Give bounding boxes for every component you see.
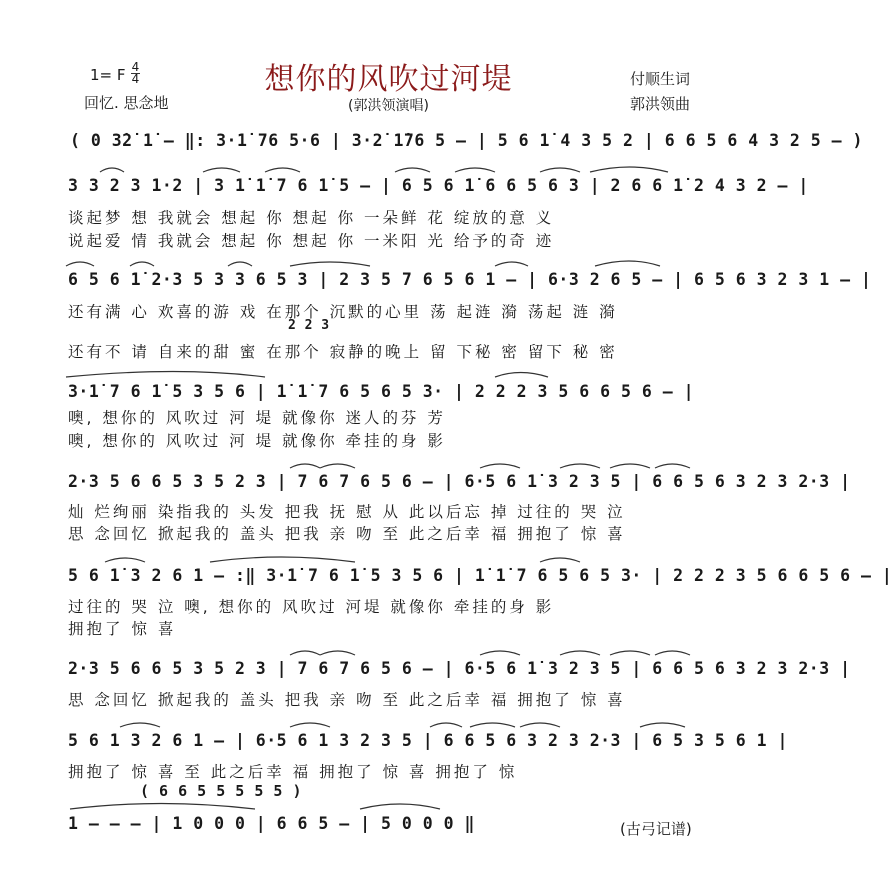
lyric-line-4a: 灿 烂绚丽 染指我的 头发 把我 抚 慰 从 此以后忘 掉 过往的 哭 泣 — [68, 503, 626, 521]
notation-line-7: 5 6 1 3 2 6 1 – | 6·5 6 1 3 2 3 5 | 6 6 5 6 3 2 3 2·3 | 6 5 3 5 6 1 | — [68, 731, 788, 750]
key-signature: 1= F — [90, 66, 126, 84]
lyric-line-7a: 拥抱了 惊 喜 至 此之后幸 福 拥抱了 惊 喜 拥抱了 惊 — [68, 763, 518, 781]
lyric-line-6a: 思 念回忆 掀起我的 盖头 把我 亲 吻 至 此之后幸 福 拥抱了 惊 喜 — [68, 691, 626, 709]
lyric-line-3b: 噢, 想你的 风吹过 河 堤 就像你 牵挂的身 影 — [68, 432, 446, 450]
lyric-line-5b: 拥抱了 惊 喜 — [68, 620, 177, 638]
lyric-line-1a: 谈起梦 想 我就会 想起 你 想起 你 一朵鲜 花 绽放的意 义 — [68, 209, 555, 227]
lyric-line-2a: 还有满 心 欢喜的游 戏 在那个 沉默的心里 荡 起涟 漪 荡起 涟 漪 — [68, 303, 618, 321]
notation-line-3: 3·1̇ 7 6 1̇ 5 3 5 6 | 1̇ 1̇ 7 6 5 6 5 3· | 2 2 2 3 5 6 6 5 6 – | — [68, 382, 695, 401]
time-signature-bottom: 4 — [131, 72, 140, 86]
variant-notes-2: 2 2 3 — [288, 318, 330, 333]
song-title: 想你的风吹过河堤 — [264, 62, 513, 97]
song-subtitle: (郭洪领演唱) — [348, 98, 429, 114]
variant-notes-ending: ( 6 6 5 5 5 5 5 ) — [140, 782, 303, 800]
lyric-line-4b: 思 念回忆 掀起我的 盖头 把我 亲 吻 至 此之后幸 福 拥抱了 惊 喜 — [68, 525, 626, 543]
composer-credit: 郭洪领曲 — [630, 95, 691, 113]
lyricist-credit: 付顺生词 — [630, 70, 691, 88]
notation-line-5: 5 6 1̇ 3 2 6 1 – :‖ 3·1̇ 7 6 1̇ 5 3 5 6 | 1̇ 1̇ 7 6 5 6 5 3· | 2 2 2 3 5 6 6 5 6 – | — [68, 566, 892, 585]
time-signature — [131, 62, 140, 85]
mood-marking: 回忆. 思念地 — [84, 94, 169, 112]
transcriber-credit: (古弓记谱) — [620, 820, 692, 838]
lyric-line-3a: 噢, 想你的 风吹过 河 堤 就像你 迷人的芬 芳 — [68, 409, 446, 427]
lyric-line-5a: 过往的 哭 泣 噢, 想你的 风吹过 河堤 就像你 牵挂的身 影 — [68, 598, 555, 616]
notation-line-ending: 1 – – – | 1 0 0 0 | 6 6 5 – | 5 0 0 0 ‖ — [68, 814, 475, 833]
lyric-line-2b: 还有不 请 自来的甜 蜜 在那个 寂静的晚上 留 下秘 密 留下 秘 密 — [68, 343, 618, 361]
lyric-line-1b: 说起爱 情 我就会 想起 你 想起 你 一米阳 光 给予的奇 迹 — [68, 232, 555, 250]
notation-line-2: 6 5 6 1̇ 2·3 5 3 3 6 5 3 | 2 3 5 7 6 5 6 1 – | 6·3 2 6 5 – | 6 5 6 3 2 3 1 – | — [68, 270, 872, 289]
notation-line-1: 3 3 2 3 1·2 | 3 1̇ 1̇ 7 6 1̇ 5 – | 6 5 6 1̇ 6 6 5 6 3 | 2 6 6 1̇ 2 4 3 2 – | — [68, 176, 809, 195]
notation-line-4: 2·3 5 6 6 5 3 5 2 3 | 7 6 7 6 5 6 – | 6·5 6 1̇ 3 2 3 5 | 6 6 5 6 3 2 3 2·3 | — [68, 472, 851, 491]
time-signature-top: 4 — [131, 60, 140, 74]
notation-line-6: 2·3 5 6 6 5 3 5 2 3 | 7 6 7 6 5 6 – | 6·5 6 1̇ 3 2 3 5 | 6 6 5 6 3 2 3 2·3 | — [68, 659, 851, 678]
notation-line-intro: ( 0 3̇2̇ 1̇ – ‖: 3·1̇ 76 5·6 | 3·2̇ 1̇76 5 – | 5 6 1̇ 4 3 5 2 | 6 6 5 6 4 3 2 5 – ) — [70, 131, 863, 150]
